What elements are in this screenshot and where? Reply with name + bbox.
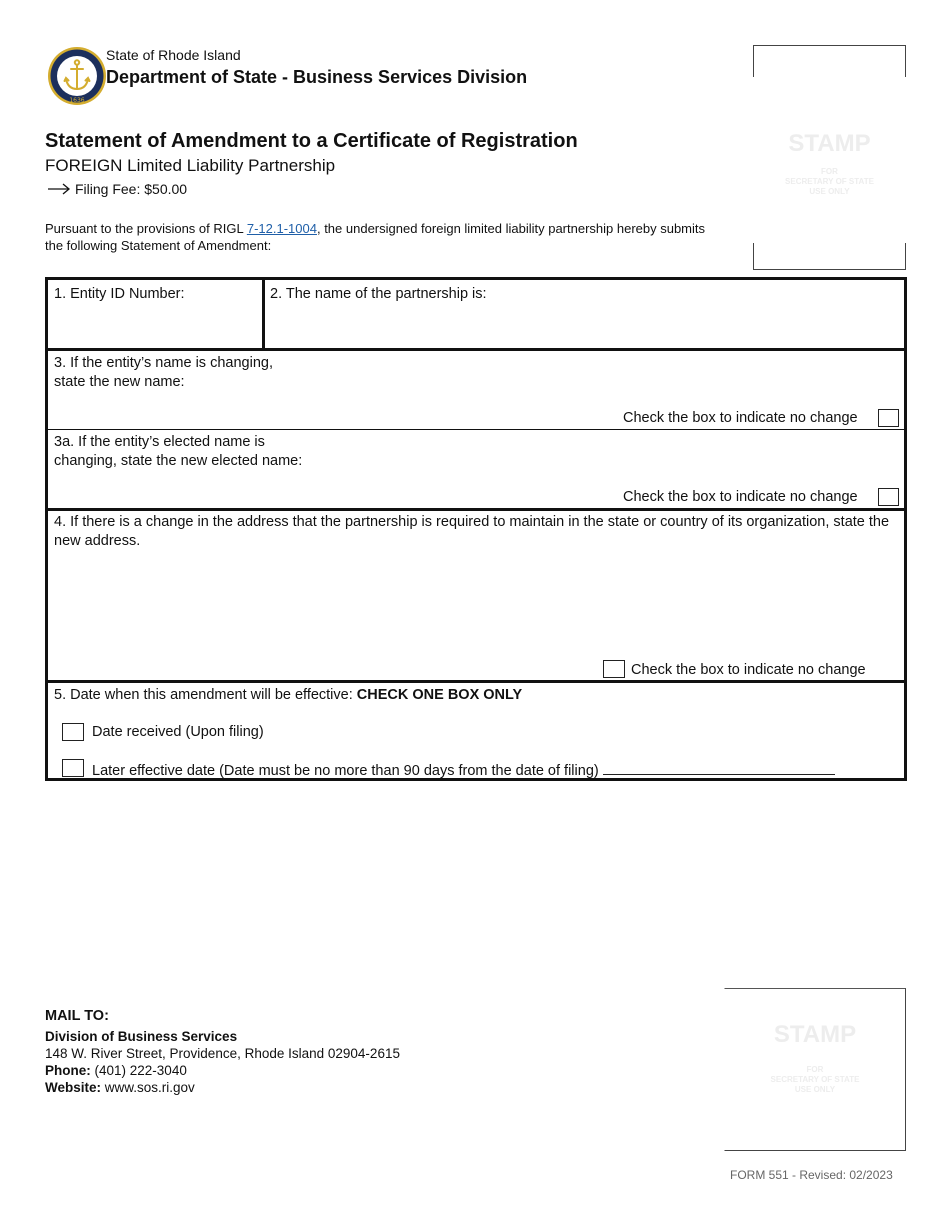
stamp-box-top	[753, 45, 906, 270]
intro-paragraph: Pursuant to the provisions of RIGL 7-12.1-1004, the undersigned foreign limited liability partnership hereby submits the following Statement of Amendment:	[45, 221, 706, 253]
rigl-link[interactable]: 7-12.1-1004	[246, 221, 317, 236]
seal-year: 1636	[69, 97, 85, 104]
page-title: Statement of Amendment to a Certificate of Registration	[45, 130, 578, 152]
mail-phone: Phone: (401) 222-3040	[45, 1063, 187, 1078]
stamp-box-bottom	[724, 988, 906, 1151]
stamp-label: STAMP	[788, 130, 871, 157]
no-change-checkbox-3[interactable]	[878, 409, 899, 427]
filing-fee-text: Filing Fee: $50.00	[75, 181, 188, 197]
amendment-form	[45, 277, 907, 781]
effective-date-label: 5. Date when this amendment will be effective: CHECK ONE BOX ONLY	[54, 687, 523, 703]
mail-to-heading: MAIL TO:	[45, 1008, 109, 1024]
stamp-note: FOR SECRETARY OF STATE USE ONLY	[785, 167, 874, 196]
stamp-note-bottom: FOR SECRETARY OF STATE USE ONLY	[770, 1065, 860, 1094]
elected-name-label: 3a. If the entity’s elected name is changing, state the new elected name:	[54, 434, 303, 469]
entity-id-label: 1. Entity ID Number:	[54, 286, 185, 302]
partnership-name-input[interactable]	[265, 304, 901, 348]
no-change-label-4: Check the box to indicate no change	[631, 662, 866, 678]
partnership-name-label: 2. The name of the partnership is:	[270, 286, 487, 302]
state-name: State of Rhode Island	[106, 47, 241, 63]
date-received-checkbox[interactable]	[62, 723, 84, 741]
state-seal-logo	[47, 46, 107, 106]
page-subtitle: FOREIGN Limited Liability Partnership	[45, 156, 336, 175]
department-name: Department of State - Business Services Division	[106, 67, 528, 87]
entity-id-input[interactable]	[48, 304, 262, 348]
stamp-label-bottom: STAMP	[773, 1021, 857, 1048]
no-change-label-3: Check the box to indicate no change	[623, 410, 858, 426]
no-change-label-3a: Check the box to indicate no change	[623, 489, 858, 505]
later-date-label: Later effective date (Date must be no more than 90 days from the date of filing)	[92, 760, 835, 781]
date-received-label: Date received (Upon filing)	[92, 724, 264, 740]
later-date-checkbox[interactable]	[62, 759, 84, 777]
mail-address-block	[45, 1028, 400, 1096]
new-name-label: 3. If the entity’s name is changing, state the new name:	[54, 355, 273, 390]
address-label: 4. If there is a change in the address that the partnership is required to maintain in the state or country of its organization, state the new address.	[54, 514, 890, 549]
mail-address: 148 W. River Street, Providence, Rhode Island 02904-2615	[45, 1046, 400, 1061]
form-id: FORM 551 - Revised: 02/2023	[730, 1168, 893, 1182]
no-change-checkbox-3a[interactable]	[878, 488, 899, 506]
arrow-right-icon	[47, 183, 71, 195]
later-date-input[interactable]	[603, 760, 835, 775]
mail-website: Website: www.sos.ri.gov	[45, 1080, 195, 1095]
filing-fee	[47, 181, 187, 197]
no-change-checkbox-4[interactable]	[603, 660, 625, 678]
mail-division: Division of Business Services	[45, 1029, 238, 1044]
